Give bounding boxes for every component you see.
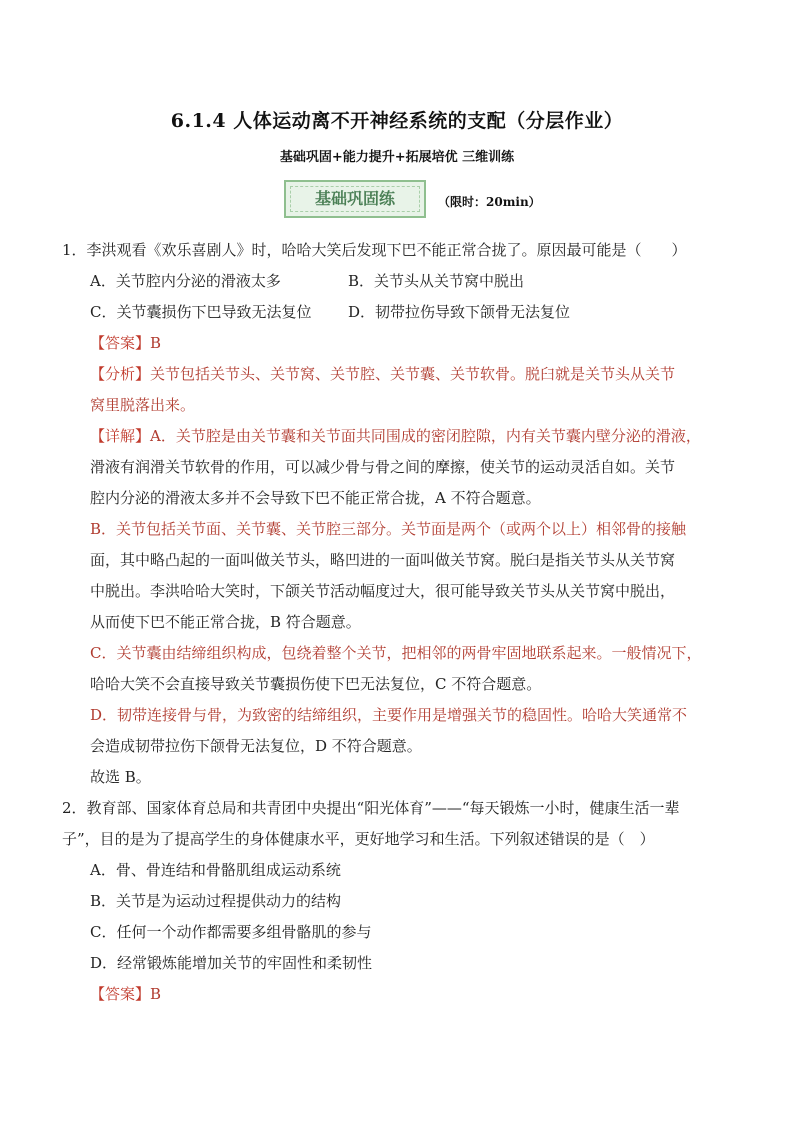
q2-option-d: D．经常锻炼能增加关节的牢固性和柔韧性 [90, 954, 373, 972]
q1-options-row-2 [62, 297, 734, 328]
q1-stem: 1．李洪观看《欢乐喜剧人》时，哈哈大笑后发现下巴不能正常合拢了。原因最可能是（ ） [62, 241, 687, 259]
q1-answer [62, 328, 734, 359]
q2-option-c: C．任何一个动作都需要多组骨骼肌的参与 [90, 923, 372, 941]
q1-analysis-line-2: 窝里脱落出来。 [90, 396, 196, 414]
q1-detail-d-line-2: 会造成韧带拉伤下颌骨无法复位，D 不符合题意。 [90, 737, 422, 755]
section-badge: 基础巩固练 [284, 180, 426, 218]
q1-detail-d-line-1: D．韧带连接骨与骨，为致密的结缔组织，主要作用是增强关节的稳固性。哈哈大笑通常不 [90, 706, 688, 724]
q2-stem-line-1: 2．教育部、国家体育总局和共青团中央提出“阳光体育”——“每天锻炼一小时，健康生活一辈 [62, 799, 680, 817]
q1-answer-value: B [150, 334, 162, 352]
q1-detail-b-line-3: 中脱出。李洪哈哈大笑时，下颌关节活动幅度过大，很可能导致关节头从关节窝中脱出， [90, 582, 676, 600]
detail-tag: 【详解】 [90, 427, 151, 445]
q1-detail-b-line-2: 面，其中略凸起的一面叫做关节头，略凹进的一面叫做关节窝。脱臼是指关节头从关节窝 [90, 551, 676, 569]
page-title: 6.1.4 人体运动离不开神经系统的支配（分层作业） [170, 110, 624, 132]
q2-answer [62, 979, 734, 1010]
page-subtitle: 基础巩固+能力提升+拓展培优 三维训练 [279, 150, 515, 165]
q1-detail-a-line-2: 滑液有润滑关节软骨的作用，可以减少骨与骨之间的摩擦，使关节的运动灵活自如。关节 [90, 458, 676, 476]
q1-options-row-1 [62, 266, 734, 297]
q2-stem-line-2: 子”，目的是为了提高学生的身体健康水平，更好地学习和生活。下列叙述错误的是（ ） [62, 830, 655, 848]
q2-answer-value: B [150, 985, 162, 1003]
q1-option-d: D．韧带拉伤导致下颌骨无法复位 [348, 303, 571, 321]
analysis-tag: 【分析】 [90, 365, 151, 383]
q1-detail-a-line-3: 腔内分泌的滑液太多并不会导致下巴不能正常合拢，A 不符合题意。 [90, 489, 541, 507]
q1-option-c: C．关节囊损伤下巴导致无法复位 [90, 303, 312, 321]
q1-analysis-line-1 [62, 359, 734, 390]
answer-tag: 【答案】 [90, 334, 151, 352]
q1-detail-b-line-1: B．关节包括关节面、关节囊、关节腔三部分。关节面是两个（或两个以上）相邻骨的接触 [90, 520, 687, 538]
question-content [62, 235, 734, 1010]
time-limit: （限时：20min） [438, 195, 541, 209]
q1-analysis-text-1: 关节包括关节头、关节窝、关节腔、关节囊、关节软骨。脱臼就是关节头从关节 [150, 365, 676, 383]
q1-conclusion: 故选 B。 [90, 768, 151, 786]
q1-detail-c-line-2: 哈哈大笑不会直接导致关节囊损伤使下巴无法复位，C 不符合题意。 [90, 675, 542, 693]
q1-option-a: A．关节腔内分泌的滑液太多 [90, 272, 281, 290]
q1-detail-c-line-1: C．关节囊由结缔组织构成，包绕着整个关节，把相邻的两骨牢固地联系起来。一般情况下， [90, 644, 702, 662]
q2-option-a: A．骨、骨连结和骨骼肌组成运动系统 [90, 861, 341, 879]
q2-option-b: B．关节是为运动过程提供动力的结构 [90, 892, 342, 910]
q1-detail-a-line-1 [62, 421, 734, 452]
q1-option-b: B．关节头从关节窝中脱出 [348, 272, 525, 290]
answer-tag: 【答案】 [90, 985, 151, 1003]
q1-detail-a-text-1: A．关节腔是由关节囊和关节面共同围成的密闭腔隙，内有关节囊内壁分泌的滑液， [150, 427, 701, 445]
q1-detail-b-line-4: 从而使下巴不能正常合拢，B 符合题意。 [90, 613, 361, 631]
